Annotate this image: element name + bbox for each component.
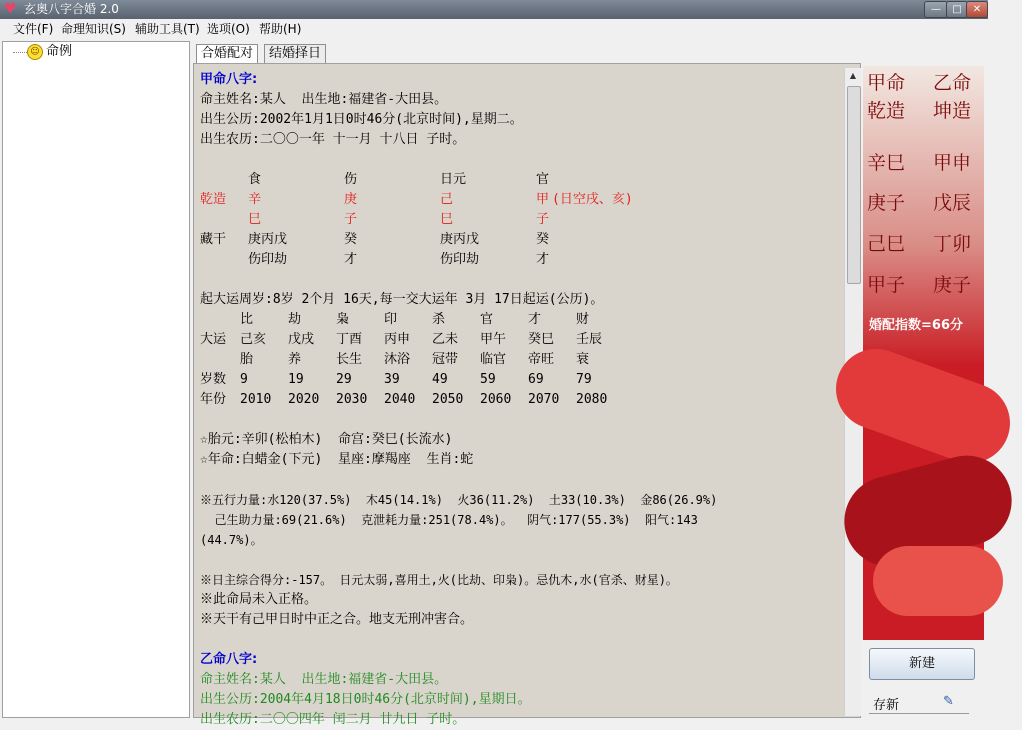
- close-button[interactable]: ✕: [966, 1, 988, 18]
- summary-panel: [863, 66, 984, 640]
- summary-b-hour: 庚子: [933, 274, 972, 296]
- tree-item-case[interactable]: 命例: [46, 44, 73, 59]
- summary-a-hour: 甲子: [867, 274, 906, 296]
- match-score: 婚配指数=66分: [869, 318, 963, 333]
- pillar-header-row: 食 伤 日元 官: [248, 172, 550, 187]
- pillar-zhi-row: 巳 子 巳 子: [248, 212, 550, 227]
- menu-tools[interactable]: 辅助工具(T): [135, 22, 200, 36]
- summary-a-year: 辛巳: [867, 152, 906, 174]
- pillar-gan-row: 乾造 辛 庚 己 甲 (日空戌、亥): [200, 192, 633, 207]
- result-text: [200, 70, 840, 730]
- wuxing-line-1: ※五行力量:水120(37.5%) 木45(14.1%) 火36(11.2%) 土33(10.3%) 金86(26.9%): [200, 493, 718, 507]
- summary-b-year: 甲申: [933, 152, 972, 174]
- taiyuan-line: ☆胎元:辛卯(松柏木) 命宫:癸巳(长流水): [200, 432, 453, 447]
- smiley-icon: ☺: [27, 44, 43, 60]
- canggan-row: 藏干 庚丙戊 癸 庚丙戊 癸: [200, 232, 550, 247]
- tab-matching[interactable]: 合婚配对: [196, 44, 258, 64]
- wuxing-line-2: 己生助力量:69(21.6%) 克泄耗力量:251(78.4%)。 阴气:177(55.3%) 阳气:143: [200, 513, 698, 527]
- result-pane[interactable]: [193, 63, 861, 727]
- rizhu-line: ※日主综合得分:-157。 日元太弱,喜用土,火(比劫、印枭)。忌仇木,水(官杀、财星)。: [200, 573, 678, 587]
- summary-b-day: 丁卯: [933, 233, 972, 255]
- window-title: 玄奥八字合婚 2.0: [24, 2, 119, 16]
- dayun-shen-row: 比 劫 枭 印 杀 官 才 财: [240, 312, 590, 327]
- age-row: 岁数 9 19 29 39 49 59 69 79: [200, 372, 592, 387]
- canggan-shen-row: 伤印劫 才 伤印劫 才: [248, 252, 550, 267]
- person-b-heading: 乙命八字:: [200, 652, 258, 667]
- menu-file[interactable]: 文件(F): [13, 22, 54, 36]
- person-a-solar: 出生公历:2002年1月1日0时46分(北京时间),星期二。: [200, 112, 523, 127]
- new-button[interactable]: 新建: [869, 648, 975, 680]
- maximize-button[interactable]: □: [946, 1, 968, 18]
- save-new-button[interactable]: [869, 692, 984, 714]
- person-b-solar: 出生公历:2004年4月18日0时46分(北京时间),星期日。: [200, 692, 531, 707]
- dayun-start: 起大运周岁:8岁 2个月 16天,每一交大运年 3月 17日起运(公历)。: [200, 292, 604, 307]
- summary-b-month: 戊辰: [933, 192, 972, 214]
- dayun-state-row: 胎 养 长生 沐浴 冠带 临官 帝旺 衰: [240, 352, 590, 367]
- person-b-name: 命主姓名:某人 出生地:福建省-大田县。: [200, 672, 448, 687]
- menu-knowledge[interactable]: 命理知识(S): [61, 22, 126, 36]
- year-row: 年份 2010 2020 2030 2040 2050 2060 2070 2080: [200, 392, 608, 407]
- menu-options[interactable]: 选项(O): [207, 22, 250, 36]
- person-a-lunar: 出生农历:二〇〇一年 十一月 十八日 子时。: [200, 132, 466, 147]
- title-bar: [0, 0, 988, 19]
- scroll-thumb[interactable]: [847, 86, 861, 284]
- heart-icon: ♥: [4, 1, 17, 17]
- tree-connector: [13, 52, 27, 53]
- wuxing-line-3: (44.7%)。: [200, 533, 263, 547]
- summary-b-title: 乙命: [933, 72, 972, 94]
- save-underline: [869, 713, 969, 714]
- person-a-name: 命主姓名:某人 出生地:福建省-大田县。: [200, 92, 448, 107]
- dayun-row: 大运 己亥 戊戌 丁酉 丙申 乙未 甲午 癸巳 壬辰: [200, 332, 603, 347]
- summary-a-title: 甲命: [867, 72, 906, 94]
- save-new-label: 存新: [873, 698, 900, 713]
- summary-a-subtitle: 乾造: [867, 100, 906, 122]
- tiangan-line: ※天干有己甲日时中正之合。地支无刑冲害合。: [200, 612, 474, 627]
- minimize-button[interactable]: —: [924, 1, 948, 18]
- menu-help[interactable]: 帮助(H): [259, 22, 302, 36]
- nianming-line: ☆年命:白蜡金(下元) 星座:摩羯座 生肖:蛇: [200, 452, 474, 467]
- person-b-lunar: 出生农历:二〇〇四年 闰二月 廿九日 子时。: [200, 712, 466, 727]
- case-tree[interactable]: [2, 41, 190, 718]
- summary-a-month: 庚子: [867, 192, 906, 214]
- menu-bar: [0, 19, 988, 40]
- scroll-up-arrow-icon[interactable]: ▲: [849, 71, 857, 80]
- person-a-heading: 甲命八字:: [200, 72, 258, 87]
- summary-b-subtitle: 坤造: [933, 100, 972, 122]
- tab-wedding-date[interactable]: 结婚择日: [264, 44, 326, 63]
- geju-line: ※此命局未入正格。: [200, 592, 318, 607]
- summary-a-day: 己巳: [867, 233, 906, 255]
- save-icon: ✎: [943, 694, 954, 709]
